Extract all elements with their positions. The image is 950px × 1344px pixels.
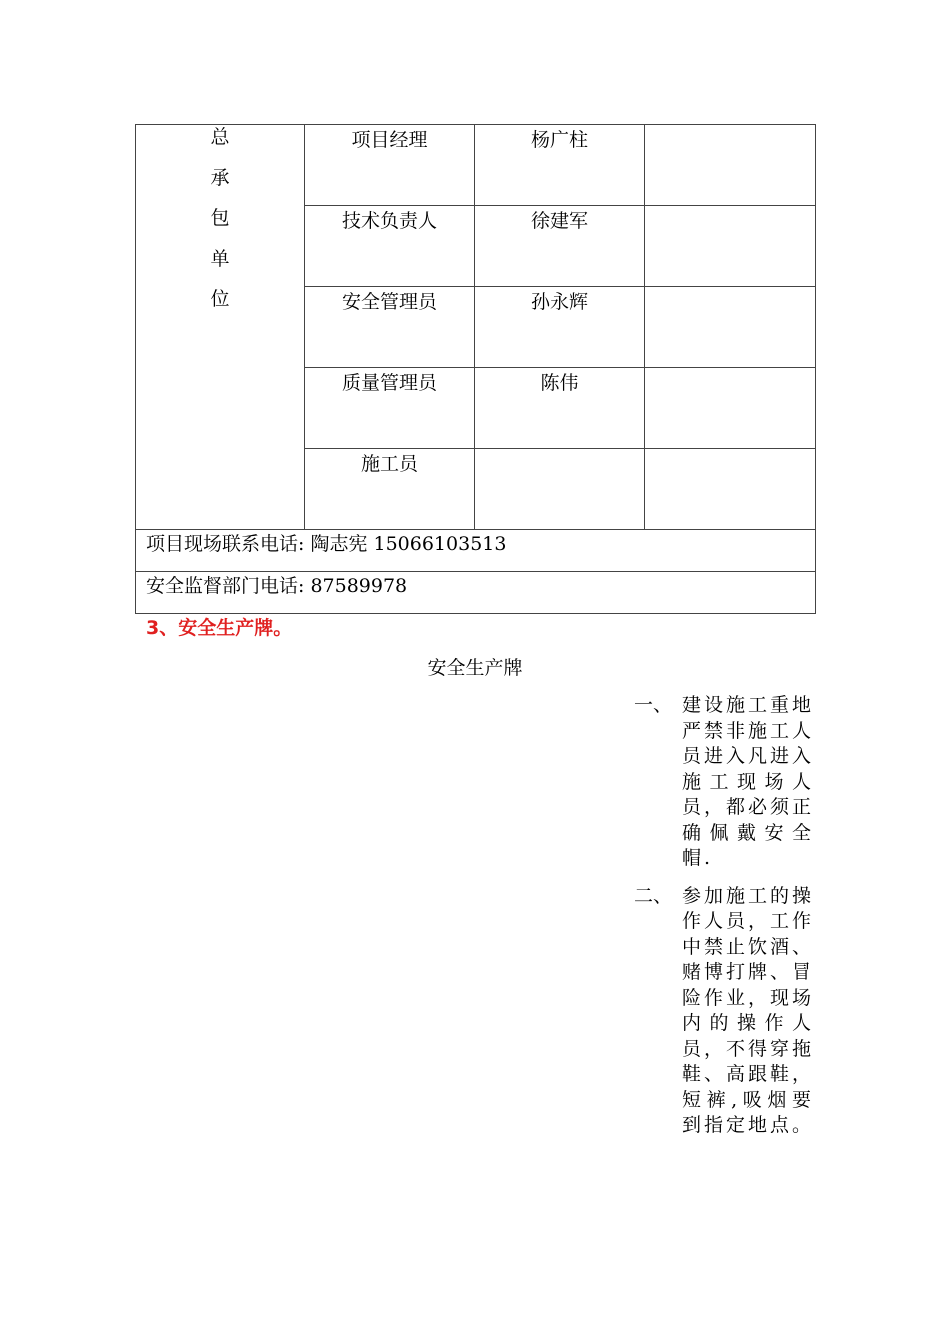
board-title: 安全生产牌	[427, 657, 523, 679]
blank-cell	[645, 125, 816, 206]
unit-char: 总	[210, 126, 230, 148]
unit-char: 单	[210, 247, 230, 270]
site-phone: 项目现场联系电话: 陶志宪 15066103513	[136, 530, 816, 572]
blank-cell	[645, 449, 816, 530]
name-cell: 杨广柱	[475, 125, 645, 206]
role-cell: 项目经理	[305, 125, 475, 206]
rule-number: 一、	[634, 694, 673, 716]
table-row	[136, 125, 816, 206]
name-cell	[475, 449, 645, 530]
section-heading: 3、安全生产牌。	[146, 617, 293, 639]
role-cell: 安全管理员	[305, 287, 475, 368]
rules-list	[634, 693, 814, 1151]
role-cell: 施工员	[305, 449, 475, 530]
rule-text: 建设施工重地严禁非施工人员进入凡进入施工现场人员，都必须正确佩戴安全帽.	[682, 694, 815, 869]
table-row	[136, 530, 816, 572]
organization-table	[135, 124, 816, 614]
unit-char: 位	[210, 288, 230, 310]
role-cell: 质量管理员	[305, 368, 475, 449]
role-cell: 技术负责人	[305, 206, 475, 287]
unit-char: 承	[210, 166, 230, 189]
list-item	[634, 693, 814, 872]
contractor-unit-label	[136, 125, 305, 530]
name-cell: 徐建军	[475, 206, 645, 287]
blank-cell	[645, 287, 816, 368]
name-cell: 孙永辉	[475, 287, 645, 368]
blank-cell	[645, 206, 816, 287]
supervision-phone: 安全监督部门电话: 87589978	[136, 572, 816, 614]
rule-text: 参加施工的操作人员，工作中禁止饮酒、赌博打牌、冒险作业，现场内的操作人员，不得穿拖鞋、高跟鞋，短裤,吸烟要到指定地点。	[682, 884, 815, 1136]
list-item	[634, 884, 814, 1139]
unit-char: 包	[210, 207, 230, 229]
blank-cell	[645, 368, 816, 449]
table-row	[136, 572, 816, 614]
name-cell: 陈伟	[475, 368, 645, 449]
rule-number: 二、	[634, 884, 673, 907]
